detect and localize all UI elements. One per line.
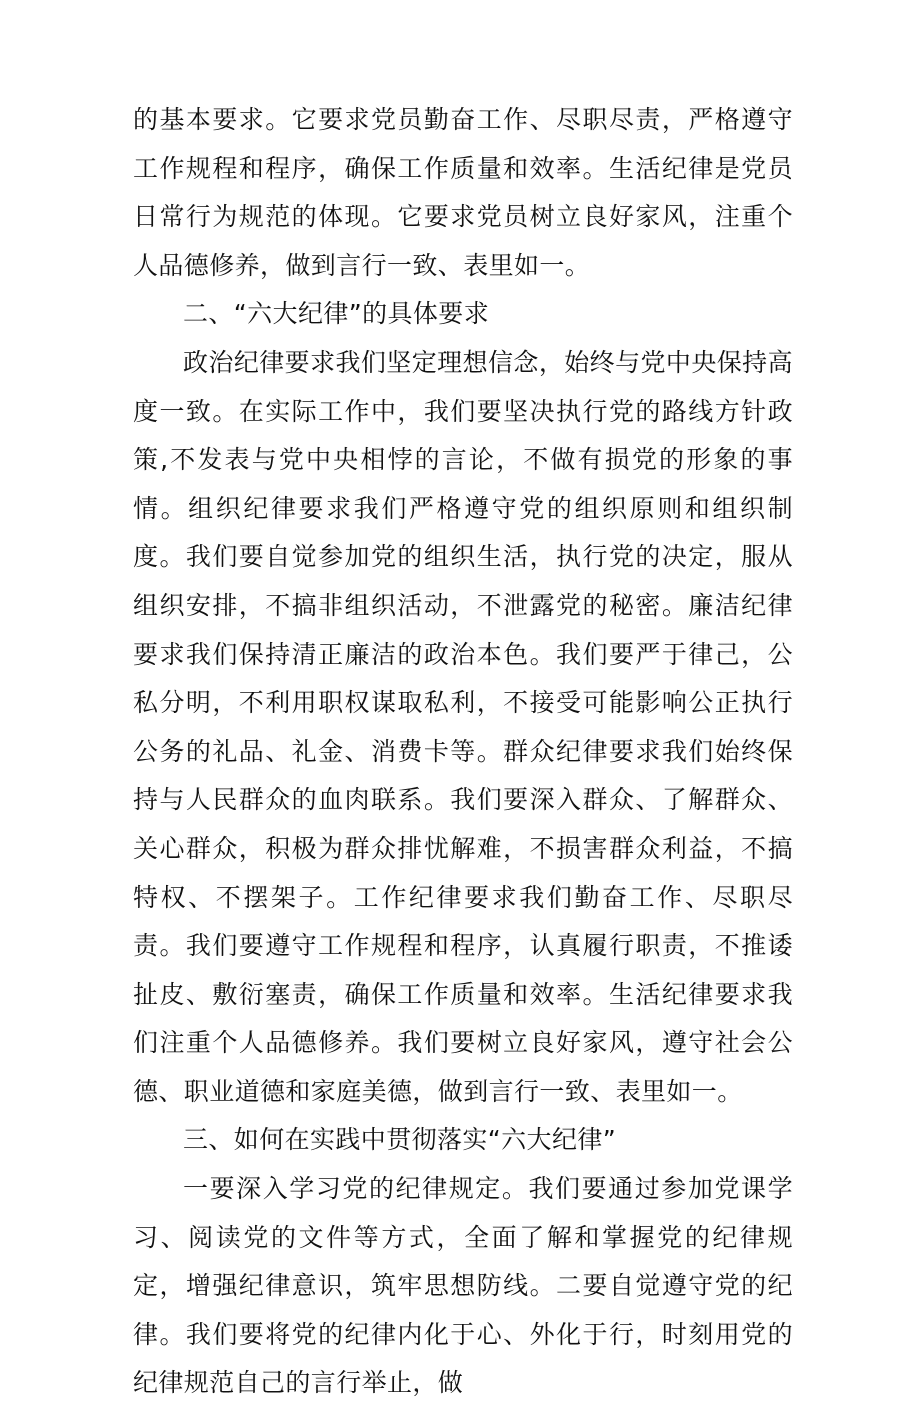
paragraph-six-disciplines: 政治纪律要求我们坚定理想信念，始终与党中央保持高度一致。在实际工作中，我们要坚决执行党的路线方针政策,不发表与党中央相悖的言论，不做有损党的形象的事情。组织纪律要求我们严格遵守党的组织原则和组织制度。我们要自觉参加党的组织生活，执行党的决定，服从组织安排，不搞非组织活动，不泄露党的秘密。廉洁纪律要求我们保持清正廉洁的政治本色。我们要严于律己，公私分明，不利用职权谋取私利，不接受可能影响公正执行公务的礼品、礼金、消费卡等。群众纪律要求我们始终保持与人民群众的血肉联系。我们要深入群众、了解群众、关心群众，积极为群众排忧解难，不损害群众利益，不搞特权、不摆架子。工作纪律要求我们勤奋工作、尽职尽责。我们要遵守工作规程和程序，认真履行职责，不推诿扯皮、敷衍塞责，确保工作质量和效率。生活纪律要求我们注重个人品德修养。我们要树立良好家风，遵守社会公德、职业道德和家庭美德，做到言行一致、表里如一。 bbox=[133, 347, 793, 1106]
section-heading-2: 二、“六大纪律”的具体要求 bbox=[183, 299, 490, 329]
section-heading-3: 三、如何在实践中贯彻落实“六大纪律” bbox=[183, 1125, 617, 1155]
paragraph-implementation: 一要深入学习党的纪律规定。我们要通过参加党课学习、阅读党的文件等方式，全面了解和掌握党的纪律规定，增强纪律意识，筑牢思想防线。二要自觉遵守党的纪律。我们要将党的纪律内化于心、外化于行，时刻用党的纪律规范自己的言行举止，做 bbox=[133, 1174, 793, 1398]
paragraph-intro: 的基本要求。它要求党员勤奋工作、尽职尽责，严格遵守工作规程和程序，确保工作质量和效率。生活纪律是党员日常行为规范的体现。它要求党员树立良好家风，注重个人品德修养，做到言行一致、表里如一。 bbox=[133, 105, 793, 280]
document-body bbox=[133, 96, 793, 1408]
